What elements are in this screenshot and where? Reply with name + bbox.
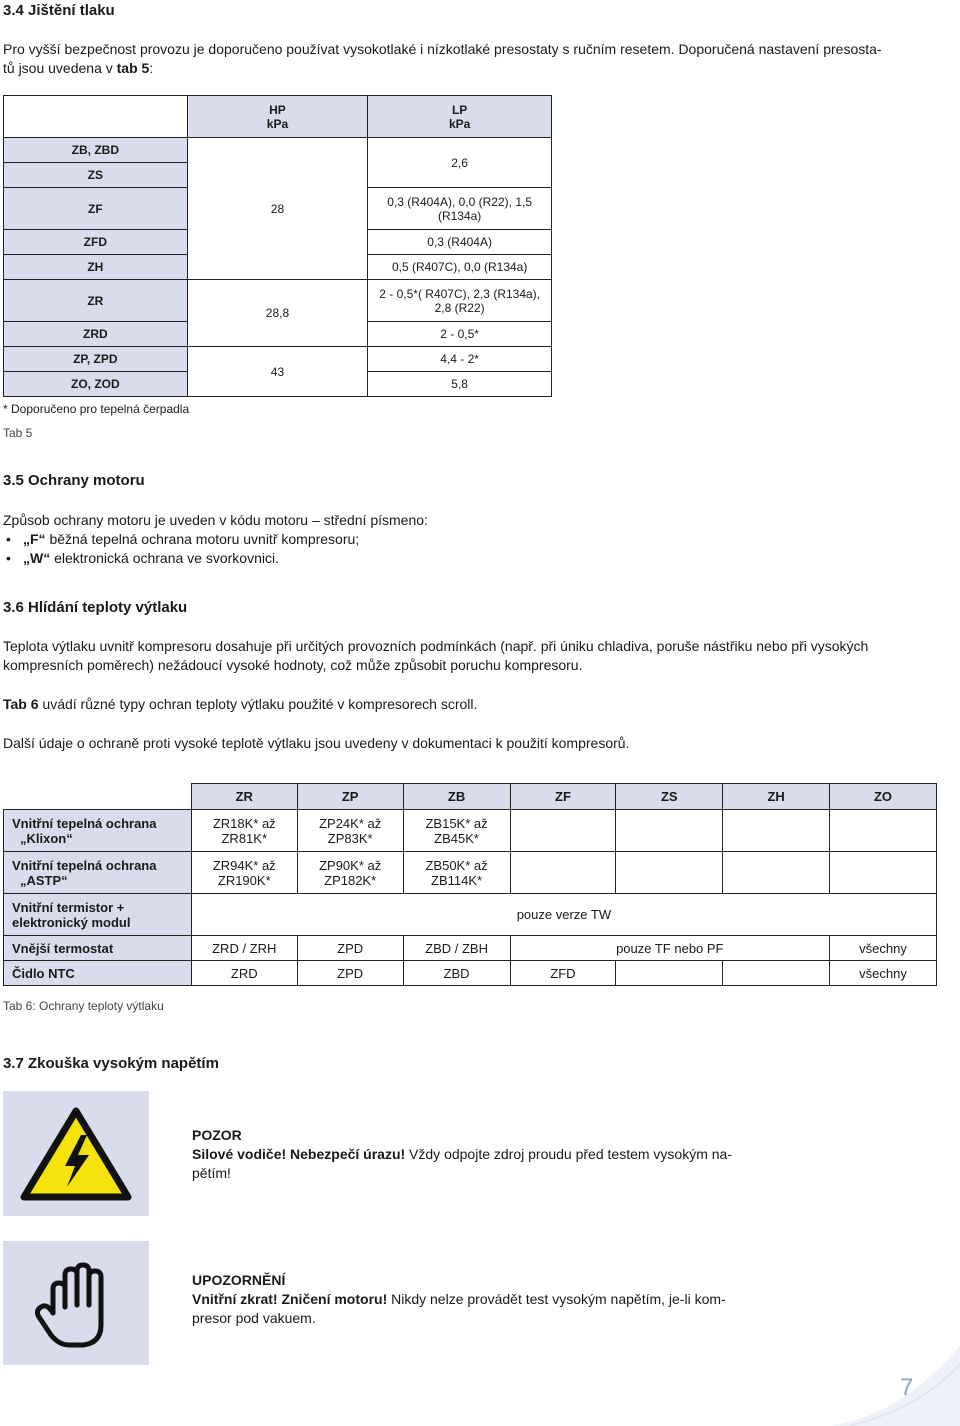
table6-cell xyxy=(510,810,616,852)
list-item xyxy=(3,530,943,549)
table6-cell: pouze TF nebo PF xyxy=(510,936,830,961)
table6-cell: ZB50K* až ZB114K* xyxy=(403,852,510,894)
table6-col-header: ZB xyxy=(403,784,510,810)
section-3-4-title: 3.4 Jištění tlaku xyxy=(3,2,115,19)
tab-ref: tab 5 xyxy=(116,60,150,76)
intro-colon: : xyxy=(149,60,154,76)
table6-cell: ZRD xyxy=(191,961,297,986)
table5-lp-value: 2,6 xyxy=(368,138,552,188)
tab-ref: Tab 6 xyxy=(3,696,39,712)
table6-cell: ZPD xyxy=(297,961,403,986)
table6-row-label: Vnitřní tepelná ochrana „ASTP“ xyxy=(4,852,192,894)
table6-cell: ZFD xyxy=(510,961,616,986)
table5-lp-value: 5,8 xyxy=(368,372,552,397)
section-3-6-p1: Teplota výtlaku uvnitř kompresoru dosahuje při určitých provozních podmínkách (např. při úniku chladiva, poruše nástřiku nebo při vysokých kompresních poměrech) nežádoucí vysoké hodnoty, což může způsobit poruchu kompresoru. xyxy=(3,638,869,673)
table6-cell: ZPD xyxy=(297,936,403,961)
table6-cell: pouze verze TW xyxy=(191,894,936,936)
section-3-6-p3: Další údaje o ochraně proti vysoké teplotě výtlaku jsou uvedeny v dokumentaci k použití kompresorů. xyxy=(3,735,630,751)
table5-hp-header: HP kPa xyxy=(187,96,368,138)
table6-cell: ZB15K* až ZB45K* xyxy=(403,810,510,852)
warning-text xyxy=(192,1290,792,1309)
warning-text-cont: pětím! xyxy=(192,1165,231,1181)
warning-bold: Vnitřní zkrat! Zničení motoru! xyxy=(192,1291,388,1307)
table6-cell: ZP24K* až ZP83K* xyxy=(297,810,403,852)
table6-col-header: ZP xyxy=(297,784,403,810)
motor-code-desc: běžná tepelná ochrana motoru uvnitř kompresoru; xyxy=(45,531,360,547)
motor-code-desc: elektronická ochrana ve svorkovnici. xyxy=(50,550,279,566)
section-3-6-p2 xyxy=(3,695,948,714)
table5-footnote: * Doporučeno pro tepelná čerpadla xyxy=(3,402,190,416)
table6-cell xyxy=(510,852,616,894)
p2-text: uvádí různé typy ochran teploty výtlaku použité v kompresorech scroll. xyxy=(38,696,478,712)
table6-corner xyxy=(4,784,192,810)
table6-cell xyxy=(830,852,937,894)
motor-code: „F“ xyxy=(23,531,46,547)
table5-lp-value: 2 - 0,5*( R407C), 2,3 (R134a), 2,8 (R22) xyxy=(368,280,552,322)
table6-cell: ZP90K* až ZP182K* xyxy=(297,852,403,894)
table6-row-label: Vnější termostat xyxy=(4,936,192,961)
section-3-5-intro: Způsob ochrany motoru je uveden v kódu motoru – střední písmeno: xyxy=(3,512,428,528)
table6-cell xyxy=(723,852,830,894)
table5-row-label: ZB, ZBD xyxy=(4,138,188,163)
table5-row-label: ZF xyxy=(4,188,188,230)
page-corner-decoration xyxy=(830,1346,960,1426)
table5-row-label: ZH xyxy=(4,255,188,280)
section-3-6-title: 3.6 Hlídání teploty výtlaku xyxy=(3,599,188,616)
motor-code: „W“ xyxy=(23,550,51,566)
list-item xyxy=(3,549,943,568)
warning-rest: Vždy odpojte zdroj proudu před testem vysokým na- xyxy=(405,1146,732,1162)
table6-col-header: ZO xyxy=(830,784,937,810)
table6-cell: všechny xyxy=(830,936,937,961)
high-voltage-warning-icon xyxy=(3,1091,149,1216)
table6-col-header: ZS xyxy=(616,784,723,810)
warning-heading: POZOR xyxy=(192,1127,242,1143)
page-number: 7 xyxy=(900,1374,914,1401)
table6-col-header: ZH xyxy=(723,784,830,810)
intro-line-1: Pro vyšší bezpečnost provozu je doporučeno používat vysokotlaké i nízkotlaké presostaty s ručním resetem. Doporučená nastavení presosta- xyxy=(3,41,882,57)
table6-cell: ZRD / ZRH xyxy=(191,936,297,961)
table6-cell: všechny xyxy=(830,961,937,986)
table6-caption: Tab 6: Ochrany teploty výtlaku xyxy=(3,999,164,1013)
table6-col-header: ZF xyxy=(510,784,616,810)
table5-row-label: ZO, ZOD xyxy=(4,372,188,397)
table6-row-label: Vnitřní tepelná ochrana „Klixon“ xyxy=(4,810,192,852)
table5-row-label: ZFD xyxy=(4,230,188,255)
table-6 xyxy=(3,783,937,986)
warning-rest: Nikdy nelze provádět test vysokým napětím, je-li kom- xyxy=(387,1291,726,1307)
table6-cell xyxy=(616,810,723,852)
table6-cell: ZR94K* až ZR190K* xyxy=(191,852,297,894)
table5-hp-value: 28,8 xyxy=(187,280,368,347)
table6-cell xyxy=(723,961,830,986)
table5-corner xyxy=(4,96,188,138)
table5-lp-value: 0,3 (R404A) xyxy=(368,230,552,255)
table5-lp-header: LP kPa xyxy=(368,96,552,138)
table5-lp-value: 0,5 (R407C), 0,0 (R134a) xyxy=(368,255,552,280)
section-3-5-body xyxy=(3,511,943,568)
table5-caption: Tab 5 xyxy=(3,426,33,440)
table5-row-label: ZS xyxy=(4,163,188,188)
section-3-5-title: 3.5 Ochrany motoru xyxy=(3,472,145,489)
warning-heading: UPOZORNĚNÍ xyxy=(192,1272,286,1288)
table6-cell xyxy=(616,852,723,894)
table6-cell xyxy=(723,810,830,852)
table5-hp-value: 43 xyxy=(187,347,368,397)
warning-text xyxy=(192,1145,792,1164)
table6-cell: ZBD xyxy=(403,961,510,986)
section-3-4-intro xyxy=(3,40,948,78)
table6-cell xyxy=(616,961,723,986)
table5-lp-value: 2 - 0,5* xyxy=(368,322,552,347)
intro-text: tů jsou uvedena v xyxy=(3,60,117,76)
intro-line-2 xyxy=(3,59,948,78)
table5-lp-value: 0,3 (R404A), 0,0 (R22), 1,5 (R134a) xyxy=(368,188,552,230)
table-5 xyxy=(3,95,552,397)
warning-bold: Silové vodiče! Nebezpečí úrazu! xyxy=(192,1146,406,1162)
warning-danger xyxy=(192,1126,792,1183)
warning-icon-box xyxy=(3,1091,149,1216)
table6-cell: ZR18K* až ZR81K* xyxy=(191,810,297,852)
table5-hp-value: 28 xyxy=(187,138,368,280)
table6-col-header: ZR xyxy=(191,784,297,810)
table5-row-label: ZP, ZPD xyxy=(4,347,188,372)
table6-row-label: Čidlo NTC xyxy=(4,961,192,986)
warning-text-cont: presor pod vakuem. xyxy=(192,1310,316,1326)
section-3-7-title: 3.7 Zkouška vysokým napětím xyxy=(3,1055,219,1072)
table6-cell xyxy=(830,810,937,852)
table5-row-label: ZRD xyxy=(4,322,188,347)
warning-caution xyxy=(192,1271,792,1328)
caution-icon-box xyxy=(3,1241,149,1365)
table5-lp-value: 4,4 - 2* xyxy=(368,347,552,372)
hand-stop-icon xyxy=(3,1241,149,1365)
table6-cell: ZBD / ZBH xyxy=(403,936,510,961)
table5-row-label: ZR xyxy=(4,280,188,322)
table6-row-label: Vnitřní termistor + elektronický modul xyxy=(4,894,192,936)
